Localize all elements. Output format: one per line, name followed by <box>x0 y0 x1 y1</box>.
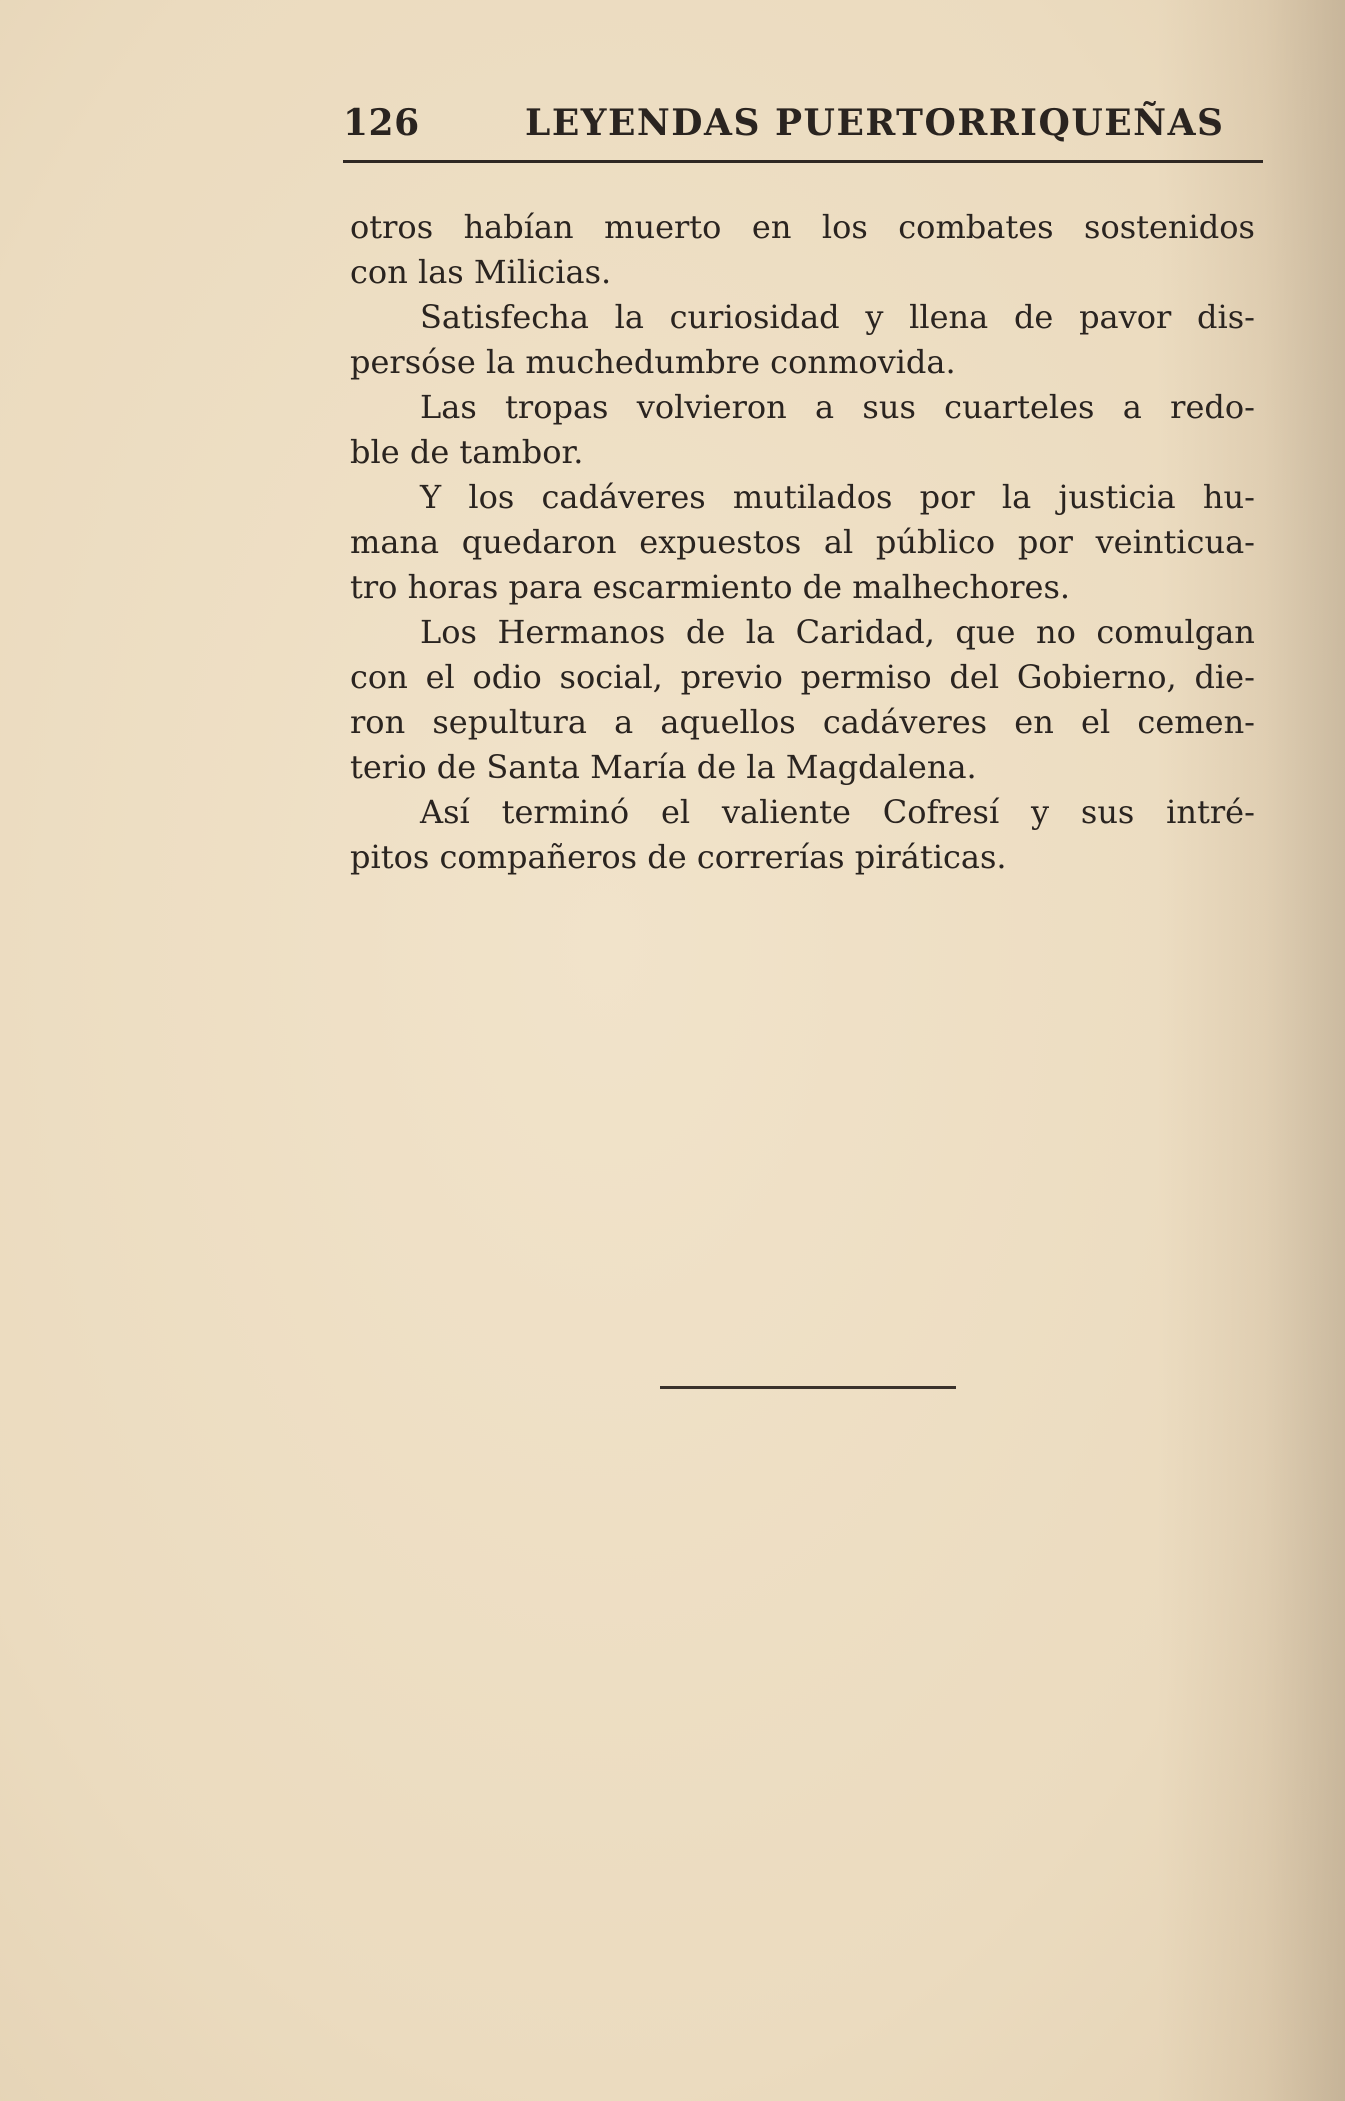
word: cadáveres <box>541 478 706 516</box>
word: sepultura <box>432 703 587 741</box>
word: sus <box>1080 793 1135 831</box>
word: comulgan <box>1096 613 1255 651</box>
text-line <box>350 565 1255 610</box>
page-number: 126 <box>343 102 420 144</box>
text-line <box>350 835 1255 880</box>
word: la <box>746 748 786 786</box>
word: curiosidad <box>669 298 840 336</box>
word: público <box>875 523 996 561</box>
word: sostenidos <box>1084 208 1255 246</box>
word: persóse <box>350 343 486 381</box>
word: malhechores. <box>852 568 1071 606</box>
word: odio <box>472 658 542 696</box>
text-line <box>350 655 1255 700</box>
text-line <box>350 520 1255 565</box>
word: quedaron <box>461 523 617 561</box>
word: permiso <box>800 658 932 696</box>
word: Los <box>420 613 477 651</box>
word: terminó <box>501 793 630 831</box>
word: no <box>1035 613 1076 651</box>
header-rule <box>343 160 1263 163</box>
word: terio <box>350 748 437 786</box>
word: dis- <box>1196 298 1255 336</box>
word: tambor. <box>459 433 584 471</box>
text-line <box>350 475 1255 520</box>
word: en <box>751 208 792 246</box>
word: correrías <box>696 838 855 876</box>
word: mutilados <box>732 478 893 516</box>
word: mana <box>350 523 440 561</box>
word: de <box>409 433 460 471</box>
word: escarmiento <box>592 568 803 606</box>
word: die- <box>1194 658 1255 696</box>
word: ble <box>350 433 410 471</box>
word: otros <box>350 208 434 246</box>
word: combates <box>898 208 1054 246</box>
text-line <box>350 610 1255 655</box>
word: con <box>350 658 408 696</box>
word: cuarteles <box>944 388 1095 426</box>
word: expuestos <box>639 523 802 561</box>
word: habían <box>463 208 574 246</box>
word: aquellos <box>660 703 796 741</box>
word: ron <box>350 703 406 741</box>
word: Magdalena. <box>785 748 977 786</box>
text-line <box>350 790 1255 835</box>
word: cemen- <box>1137 703 1255 741</box>
word: redo- <box>1170 388 1255 426</box>
word: el <box>1081 703 1111 741</box>
word: tropas <box>505 388 609 426</box>
text-line <box>350 295 1255 340</box>
word: a <box>815 388 835 426</box>
word: de <box>802 568 853 606</box>
word: a <box>614 703 634 741</box>
word: y <box>1031 793 1050 831</box>
word: pavor <box>1079 298 1172 336</box>
running-title: LEYENDAS PUERTORRIQUEÑAS <box>525 102 1225 144</box>
word: Satisfecha <box>420 298 589 336</box>
word: Caridad, <box>795 613 935 651</box>
word: en <box>1014 703 1054 741</box>
word: justicia <box>1058 478 1176 516</box>
word: muerto <box>604 208 722 246</box>
word: de <box>696 748 747 786</box>
word: compañeros <box>439 838 648 876</box>
word: tro <box>350 568 408 606</box>
word: de <box>1013 298 1054 336</box>
word: llena <box>909 298 989 336</box>
word: el <box>660 793 691 831</box>
text-line <box>350 205 1255 250</box>
word: para <box>508 568 593 606</box>
word: muchedumbre <box>525 343 771 381</box>
word: Cofresí <box>882 793 1000 831</box>
text-line <box>350 700 1255 745</box>
word: y <box>865 298 884 336</box>
word: la <box>745 613 776 651</box>
word: Milicias. <box>473 253 612 291</box>
page-header <box>343 102 1263 150</box>
word: los <box>468 478 515 516</box>
word: por <box>919 478 975 516</box>
word: valiente <box>721 793 851 831</box>
word: Hermanos <box>497 613 666 651</box>
word: de <box>436 748 487 786</box>
word: horas <box>407 568 509 606</box>
word: por <box>1017 523 1073 561</box>
word: con <box>350 253 418 291</box>
word: conmovida. <box>770 343 956 381</box>
word: de <box>647 838 697 876</box>
word: Santa <box>486 748 591 786</box>
word: Así <box>420 793 470 831</box>
word: previo <box>680 658 783 696</box>
word: hu- <box>1202 478 1255 516</box>
word: intré- <box>1166 793 1255 831</box>
word: Gobierno, <box>1016 658 1177 696</box>
word: que <box>955 613 1016 651</box>
word: social, <box>559 658 663 696</box>
word: la <box>1001 478 1032 516</box>
body-text <box>350 205 1255 880</box>
word: del <box>949 658 1000 696</box>
word: sus <box>862 388 916 426</box>
word: Las <box>420 388 477 426</box>
text-line <box>350 250 1255 295</box>
text-line <box>350 430 1255 475</box>
word: de <box>685 613 726 651</box>
text-line <box>350 385 1255 430</box>
word: veinticua- <box>1095 523 1255 561</box>
word: la <box>485 343 526 381</box>
word: volvieron <box>636 388 787 426</box>
word: la <box>614 298 644 336</box>
word: a <box>1122 388 1142 426</box>
word: las <box>417 253 474 291</box>
word: Y <box>420 478 442 516</box>
word: los <box>821 208 868 246</box>
word: cadáveres <box>822 703 988 741</box>
closing-rule <box>660 1386 956 1389</box>
word: piráticas. <box>854 838 1007 876</box>
text-line <box>350 745 1255 790</box>
word: pitos <box>350 838 440 876</box>
word: el <box>425 658 455 696</box>
word: María <box>590 748 697 786</box>
text-line <box>350 340 1255 385</box>
word: al <box>823 523 854 561</box>
